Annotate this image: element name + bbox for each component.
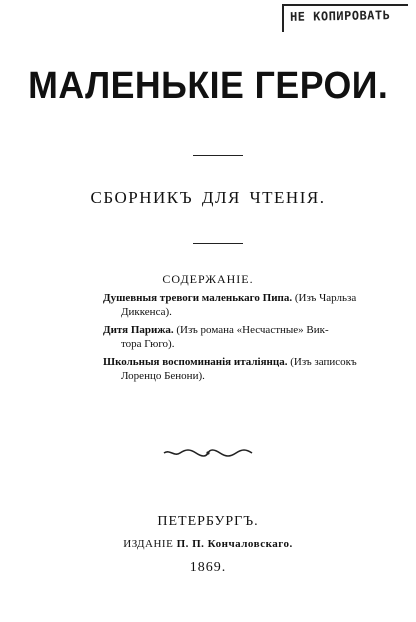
toc-entry-source-continued: тора Гюго). [121, 338, 175, 350]
imprint-publisher [0, 538, 416, 550]
divider-top [193, 155, 243, 156]
toc-entry-title: Школьныя воспоминанія италіянца. [103, 356, 288, 368]
ornament-divider-icon [162, 447, 254, 459]
toc-entry-source-continued: Диккенса). [121, 306, 172, 318]
library-stamp [282, 4, 408, 32]
toc-entry-source: (Изъ записокъ [290, 356, 357, 368]
toc-entry-title: Дитя Парижа. [103, 324, 174, 336]
table-of-contents [103, 291, 393, 387]
book-subtitle: СБОРНИКЪ ДЛЯ ЧТЕНІЯ. [90, 188, 326, 207]
book-title: МАЛЕНЬКІЕ ГЕРОИ. [28, 65, 389, 107]
publisher-prefix: ИЗДАНІЕ [123, 538, 174, 550]
toc-entry [103, 323, 393, 351]
toc-entry-source: (Изъ Чарльза [294, 292, 357, 304]
imprint-year: 1869. [189, 560, 227, 575]
contents-heading: СОДЕРЖАНІЕ. [162, 272, 254, 286]
toc-entry [103, 355, 393, 383]
divider-bottom [193, 243, 243, 244]
publisher-name: П. П. Кончаловскаго. [176, 538, 293, 550]
toc-entry [103, 291, 393, 319]
toc-entry-source: (Изъ романа «Несчастные» Вик- [176, 324, 329, 336]
toc-entry-source-continued: Лоренцо Бенони). [121, 370, 205, 382]
toc-entry-title: Душевныя тревоги маленькаго Пипа. [103, 292, 293, 304]
imprint-city: ПЕТЕРБУРГЪ. [157, 514, 259, 529]
stamp-text: НЕ КОПИРОВАТЬ [289, 8, 391, 24]
